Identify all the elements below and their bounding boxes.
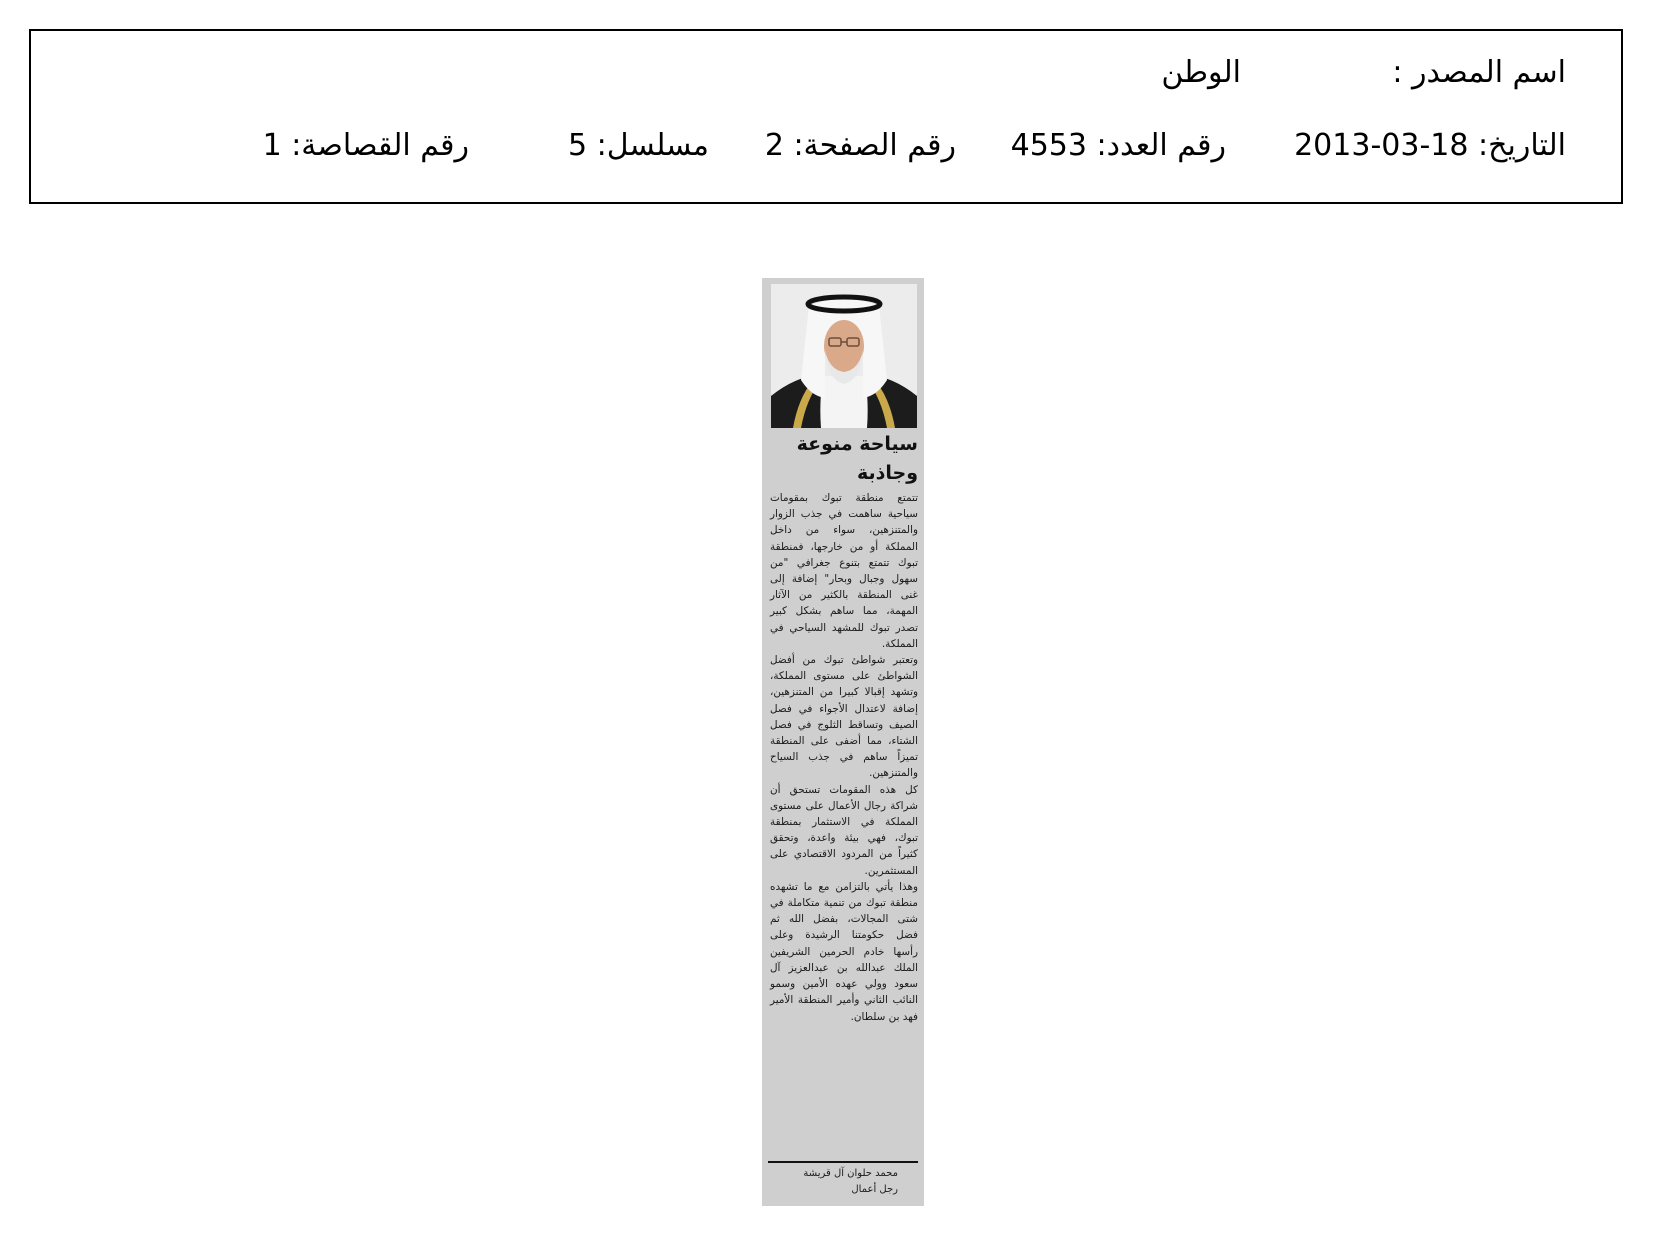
author-title: رجل أعمال: [851, 1184, 898, 1195]
source-label: اسم المصدر :: [1392, 55, 1566, 90]
author-byline: [778, 1166, 898, 1198]
article-paragraph: وهذا يأتي بالتزامن مع ما تشهده منطقة تبوك من تنمية متكاملة في شتى المجالات، بفضل الله ثم فضل حكومتنا الرشيدة وعلى رأسها خادم الحرمين الشريفين الملك عبدالله بن عبدالعزيز آل سعود وولي عهده الأمين وسمو النائب الثاني وأمير المنطقة الأمير فهد بن سلطان.: [770, 880, 918, 1023]
source-value: الوطن: [1161, 55, 1241, 90]
article-paragraph: تتمتع منطقة تبوك بمقومات سياحية ساهمت في جذب الزوار والمتنزهين، سواء من داخل المملكة أو من خارجها، فمنطقة تبوك تتمتع بتنوع جغرافي "من سهول وجبال وبحار" إضافة إلى غنى المنطقة بالكثير من الآثار المهمة، مما ساهم بشكل كبير تصدر تبوك للمشهد السياحي في المملكة.: [770, 492, 918, 650]
article-paragraph: وتعتبر شواطئ تبوك من أفضل الشواطئ على مستوى المملكة، وتشهد إقبالا كبيرا من المتنزهين، إضافة لاعتدال الأجواء في فصل الصيف وتساقط الثلوج في فصل الشتاء، مما أضفى على المنطقة تميزاً ساهم في جذب السياح والمتنزهين.: [770, 654, 918, 780]
date-field: التاريخ: 18-03-2013: [1294, 128, 1566, 163]
serial-field: مسلسل: 5: [568, 128, 709, 163]
clip-number-field: رقم القصاصة: 1: [262, 128, 469, 163]
page-number-field: رقم الصفحة: 2: [764, 128, 956, 163]
article-headline: سياحة منوعة وجاذبة: [796, 433, 918, 484]
article-body: [770, 490, 918, 1025]
author-photo: [771, 284, 917, 428]
newspaper-clipping: [762, 278, 924, 1206]
clipping-header-box: [29, 29, 1623, 204]
article-paragraph: كل هذه المقومات تستحق أن شراكة رجال الأعمال على مستوى المملكة في الاستثمار بمنطقة تبوك، فهي بيئة واعدة، وتحقق كثيراً من المردود الاقتصادي على المستثمرين.: [770, 783, 918, 877]
byline-divider: [768, 1161, 918, 1163]
issue-number-field: رقم العدد: 4553: [1010, 128, 1226, 163]
author-name: محمد حلوان آل قريشة: [803, 1168, 898, 1179]
